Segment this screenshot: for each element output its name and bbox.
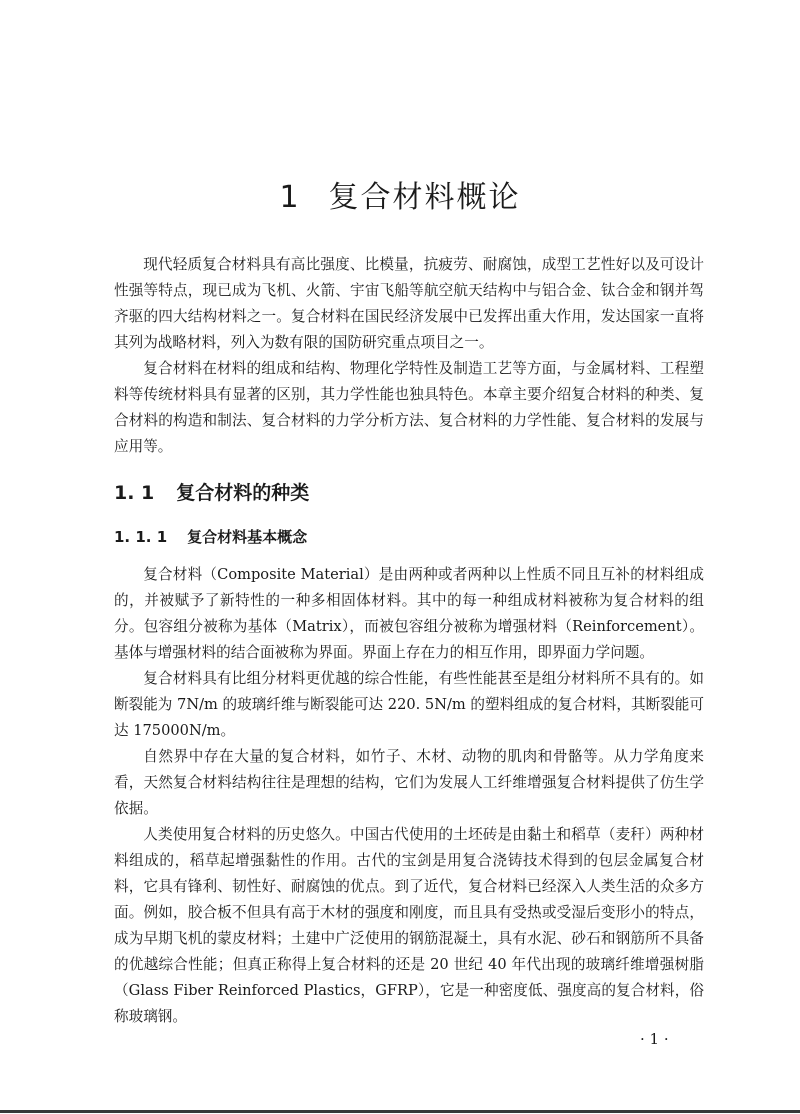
body-paragraph: 人类使用复合材料的历史悠久。中国古代使用的土坯砖是由黏土和稻草（麦秆）两种材料组成的，稻草起增强黏性的作用。古代的宝剑是用复合浇铸技术得到的包层金属复合材料，它具有锋利、韧性好、耐腐蚀的优点。到了近代，复合材料已经深入人类生活的众多方面。例如，胶合板不但具有高于木材的强度和刚度，而且具有受热或受湿后变形小的特点，成为早期飞机的蒙皮材料；土建中广泛使用的钢筋混凝土，具有水泥、砂石和钢筋所不具备的优越综合性能；但真正称得上复合材料的还是 20 世纪 40 年代出现的玻璃纤维增强树脂（Glass Fiber Reinforced Plastics，GFRP），它是一种密度低、强度高的复合材料，俗称玻璃钢。 bbox=[114, 826, 704, 1025]
subsection-number: 1. 1. 1 bbox=[114, 528, 168, 546]
subsection-heading bbox=[114, 524, 704, 550]
page-number: · 1 · bbox=[640, 1030, 669, 1048]
section-number: 1. 1 bbox=[114, 482, 155, 504]
chapter-title-text: 复合材料概论 bbox=[328, 180, 521, 215]
body-paragraph: 自然界中存在大量的复合材料，如竹子、木材、动物的肌肉和骨骼等。从力学角度来看，天然复合材料结构往往是理想的结构，它们为发展人工纤维增强复合材料提供了仿生学依据。 bbox=[114, 748, 704, 817]
section-title-text: 复合材料的种类 bbox=[176, 482, 310, 504]
body-paragraph: 复合材料（Composite Material）是由两种或者两种以上性质不同且互补的材料组成的，并被赋予了新特性的一种多相固体材料。其中的每一种组成材料被称为复合材料的组分。包容组分被称为基体（Matrix），而被包容组分被称为增强材料（Reinforcement）。基体与增强材料的结合面被称为界面。界面上存在力的相互作用，即界面力学问题。 bbox=[114, 566, 704, 661]
subsection-title-text: 复合材料基本概念 bbox=[187, 528, 308, 546]
bottom-edge-rule bbox=[0, 1110, 800, 1113]
chapter-number: 1 bbox=[279, 180, 301, 215]
body-paragraph: 复合材料具有比组分材料更优越的综合性能，有些性能甚至是组分材料所不具有的。如断裂能为 7N/m 的玻璃纤维与断裂能可达 220. 5N/m 的塑料组成的复合材料，其断裂能可达 175000N/m。 bbox=[114, 670, 704, 739]
section-heading bbox=[114, 478, 704, 508]
chapter-title bbox=[0, 172, 800, 216]
intro-paragraph: 现代轻质复合材料具有高比强度、比模量，抗疲劳、耐腐蚀，成型工艺性好以及可设计性强等特点，现已成为飞机、火箭、宇宙飞船等航空航天结构中与铝合金、钛合金和钢并驾齐驱的四大结构材料之一。复合材料在国民经济发展中已发挥出重大作用，发达国家一直将其列为战略材料，列入为数有限的国防研究重点项目之一。 bbox=[114, 256, 704, 351]
intro-paragraph: 复合材料在材料的组成和结构、物理化学特性及制造工艺等方面，与金属材料、工程塑料等传统材料具有显著的区别，其力学性能也独具特色。本章主要介绍复合材料的种类、复合材料的构造和制法、复合材料的力学分析方法、复合材料的力学性能、复合材料的发展与应用等。 bbox=[114, 360, 704, 455]
page-content bbox=[114, 252, 704, 1030]
